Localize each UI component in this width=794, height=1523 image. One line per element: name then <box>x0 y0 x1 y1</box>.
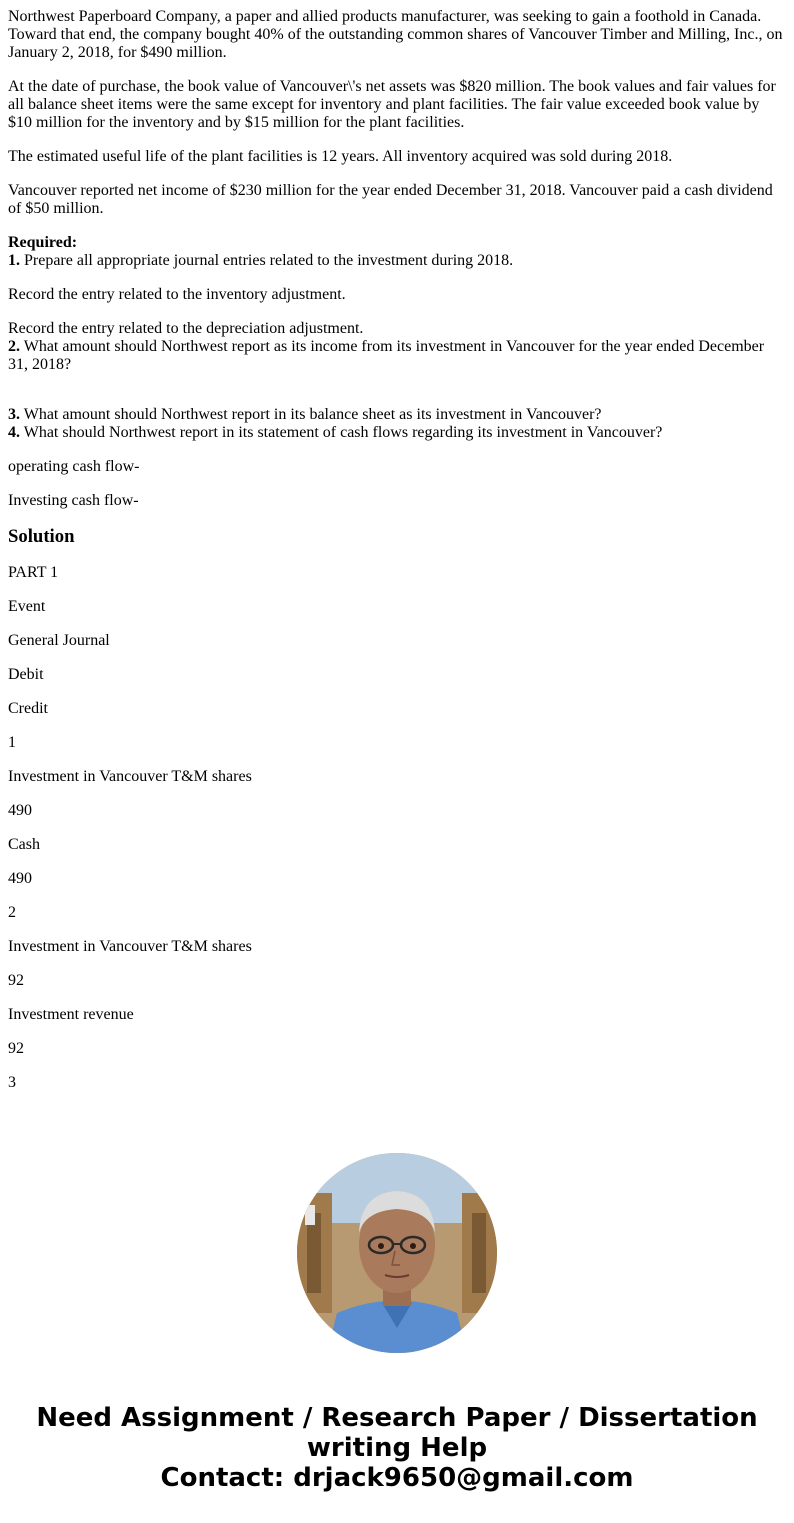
banner-line-1: Need Assignment / Research Paper / Dissertation <box>36 1403 758 1433</box>
solution-line: 1 <box>8 734 16 751</box>
solution-line: 490 <box>8 802 32 819</box>
document-body <box>8 8 786 1108</box>
solution-section <box>8 526 786 1092</box>
question-1: 1. Prepare all appropriate journal entries related to the investment during 2018. <box>8 252 514 269</box>
solution-line: Credit <box>8 700 48 717</box>
inventory-entry-prompt: Record the entry related to the inventory adjustment. <box>8 286 346 303</box>
solution-line: 3 <box>8 1074 16 1091</box>
banner-contact-line: Contact: drjack9650@gmail.com <box>160 1463 634 1493</box>
solution-line: Investment in Vancouver T&M shares <box>8 938 252 955</box>
solution-line: 92 <box>8 972 24 989</box>
solution-line: 92 <box>8 1040 24 1057</box>
problem-paragraph-3: The estimated useful life of the plant facilities is 12 years. All inventory acquired was sold during 2018. <box>8 148 673 165</box>
solution-line: Investment in Vancouver T&M shares <box>8 768 252 785</box>
solution-line: 2 <box>8 904 16 921</box>
banner-line-2: writing Help <box>306 1433 488 1463</box>
author-avatar <box>297 1153 497 1353</box>
solution-line: General Journal <box>8 632 110 649</box>
problem-paragraph-1: Northwest Paperboard Company, a paper and allied products manufacturer, was seeking to gain a foothold in Canada. Toward that end, the company bought 40% of the outstanding common shares of Vancouver Timber and Milling, Inc., on January 2, 2018, for $490 million. <box>8 8 783 61</box>
question-4: 4. What should Northwest report in its statement of cash flows regarding its investment in Vancouver? <box>8 424 663 441</box>
investing-cash-flow-label: Investing cash flow- <box>8 492 139 509</box>
problem-paragraph-2: At the date of purchase, the book value of Vancouver\'s net assets was $820 million. The book values and fair values for all balance sheet items were the same except for inventory and plant facilities. The fair value exceeded book value by $10 million for the inventory and by $15 million for the plant facilities. <box>8 78 776 131</box>
solution-heading: Solution <box>8 526 75 547</box>
question-3: 3. What amount should Northwest report in its balance sheet as its investment in Vancouver? <box>8 406 602 423</box>
solution-line: PART 1 <box>8 564 59 581</box>
question-2: 2. What amount should Northwest report as its income from its investment in Vancouver for the year ended December 31, 2018? <box>8 338 765 373</box>
required-heading: Required: <box>8 234 78 251</box>
solution-line: 490 <box>8 870 32 887</box>
problem-paragraph-4: Vancouver reported net income of $230 million for the year ended December 31, 2018. Vancouver paid a cash dividend of $50 million. <box>8 182 773 217</box>
avatar-portrait-image <box>297 1153 497 1353</box>
solution-line: Event <box>8 598 46 615</box>
depreciation-entry-prompt: Record the entry related to the depreciation adjustment. <box>8 320 364 337</box>
required-section <box>8 234 786 526</box>
solution-line: Debit <box>8 666 44 683</box>
contact-banner <box>0 1403 794 1493</box>
operating-cash-flow-label: operating cash flow- <box>8 458 140 475</box>
solution-line: Cash <box>8 836 40 853</box>
solution-line: Investment revenue <box>8 1006 134 1023</box>
